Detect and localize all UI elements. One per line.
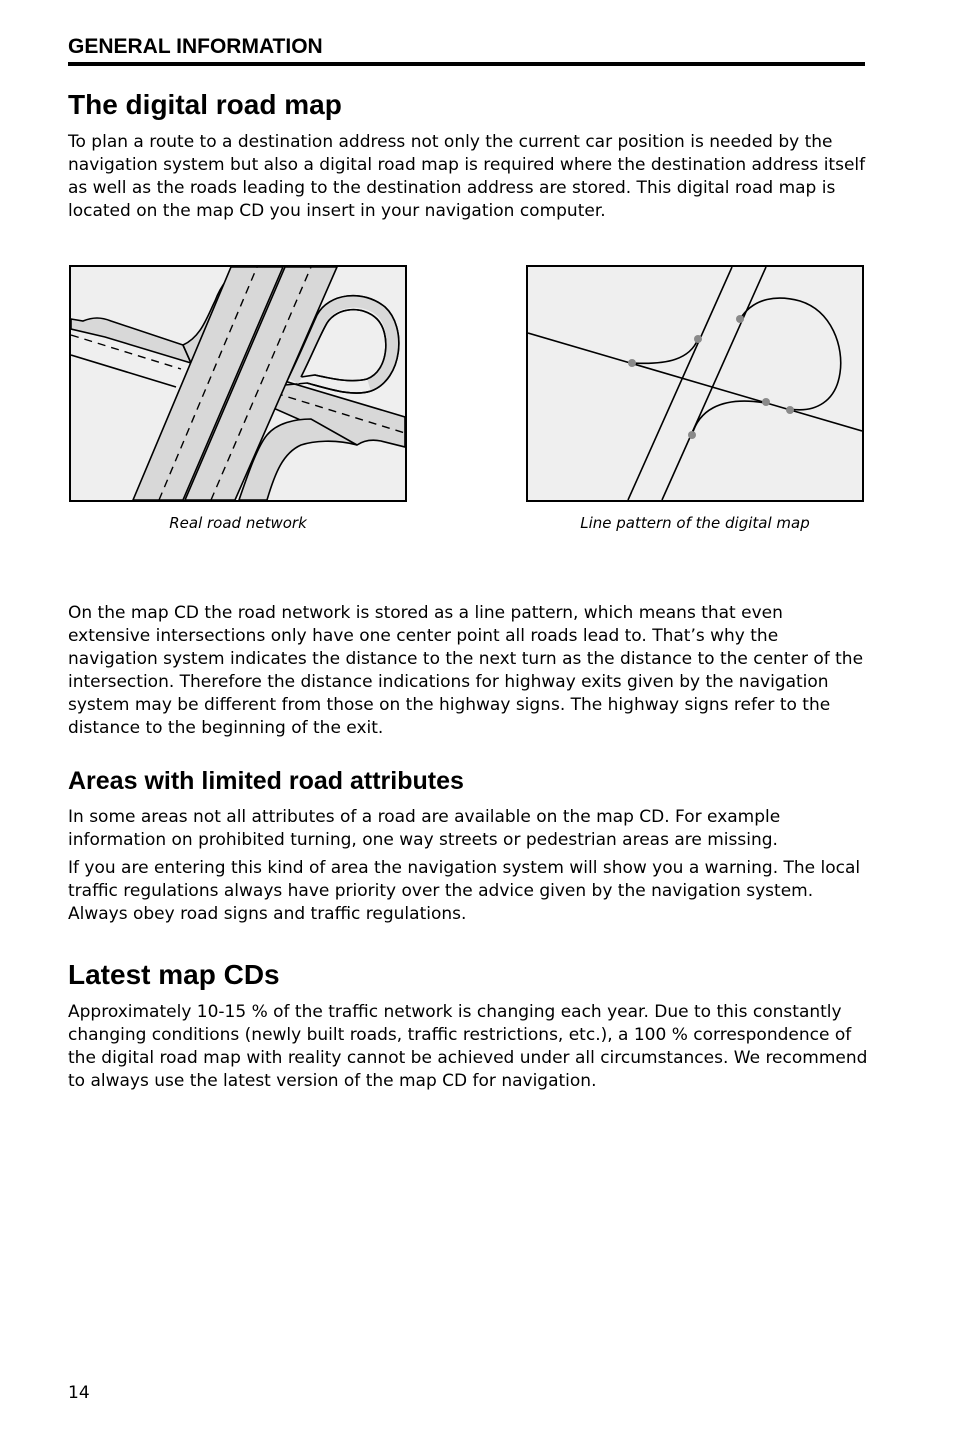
latest-map-cds-paragraph: Approximately 10-15 % of the traffic network is changing each year. Due to this constantly changing conditions (newly built roads, traffic restrictions, etc.), a 100 % correspondence of the digital road map with reality cannot be achieved under all circumstances. We recommend to always use the latest version of the map CD for navigation. bbox=[68, 1002, 868, 1091]
heading-digital-road-map: The digital road map bbox=[68, 89, 342, 120]
real-road-network-figure bbox=[69, 265, 407, 502]
caption-real-road-network: Real road network bbox=[169, 514, 307, 532]
limited-attributes-paragraph-1: In some areas not all attributes of a road are available on the map CD. For example information on prohibited turning, one way streets or pedestrian areas are missing. bbox=[68, 807, 781, 850]
line-pattern-figure bbox=[526, 265, 864, 502]
node-point bbox=[736, 315, 744, 323]
node-point bbox=[762, 398, 770, 406]
page-number: 14 bbox=[68, 1383, 90, 1403]
node-point bbox=[688, 431, 696, 439]
heading-limited-attributes: Areas with limited road attributes bbox=[68, 767, 464, 795]
node-point bbox=[786, 406, 794, 414]
caption-line-pattern: Line pattern of the digital map bbox=[580, 514, 810, 532]
node-point bbox=[694, 335, 702, 343]
node-point bbox=[628, 359, 636, 367]
section-header: GENERAL INFORMATION bbox=[68, 34, 865, 66]
intro-paragraph: To plan a route to a destination address not only the current car position is needed by the navigation system but also a digital road map is required where the destination address itself as well as the roads leading to the destination address are stored. This digital road map is located on the map CD you insert in your navigation computer. bbox=[68, 132, 866, 221]
line-pattern-paragraph: On the map CD the road network is stored as a line pattern, which means that even extensive intersections only have one center point all roads lead to. That’s why the navigation system indicates the distance to the next turn as the distance to the center of the intersection. Therefore the distance indications for highway exits given by the navigation system may be different from those on the highway signs. The highway signs refer to the distance to the beginning of the exit. bbox=[68, 603, 864, 738]
heading-latest-map-cds: Latest map CDs bbox=[68, 959, 280, 990]
limited-attributes-paragraph-2: If you are entering this kind of area the navigation system will show you a warning. The local traffic regulations always have priority over the advice given by the navigation system. Always obey road signs and traffic regulations. bbox=[68, 858, 861, 924]
